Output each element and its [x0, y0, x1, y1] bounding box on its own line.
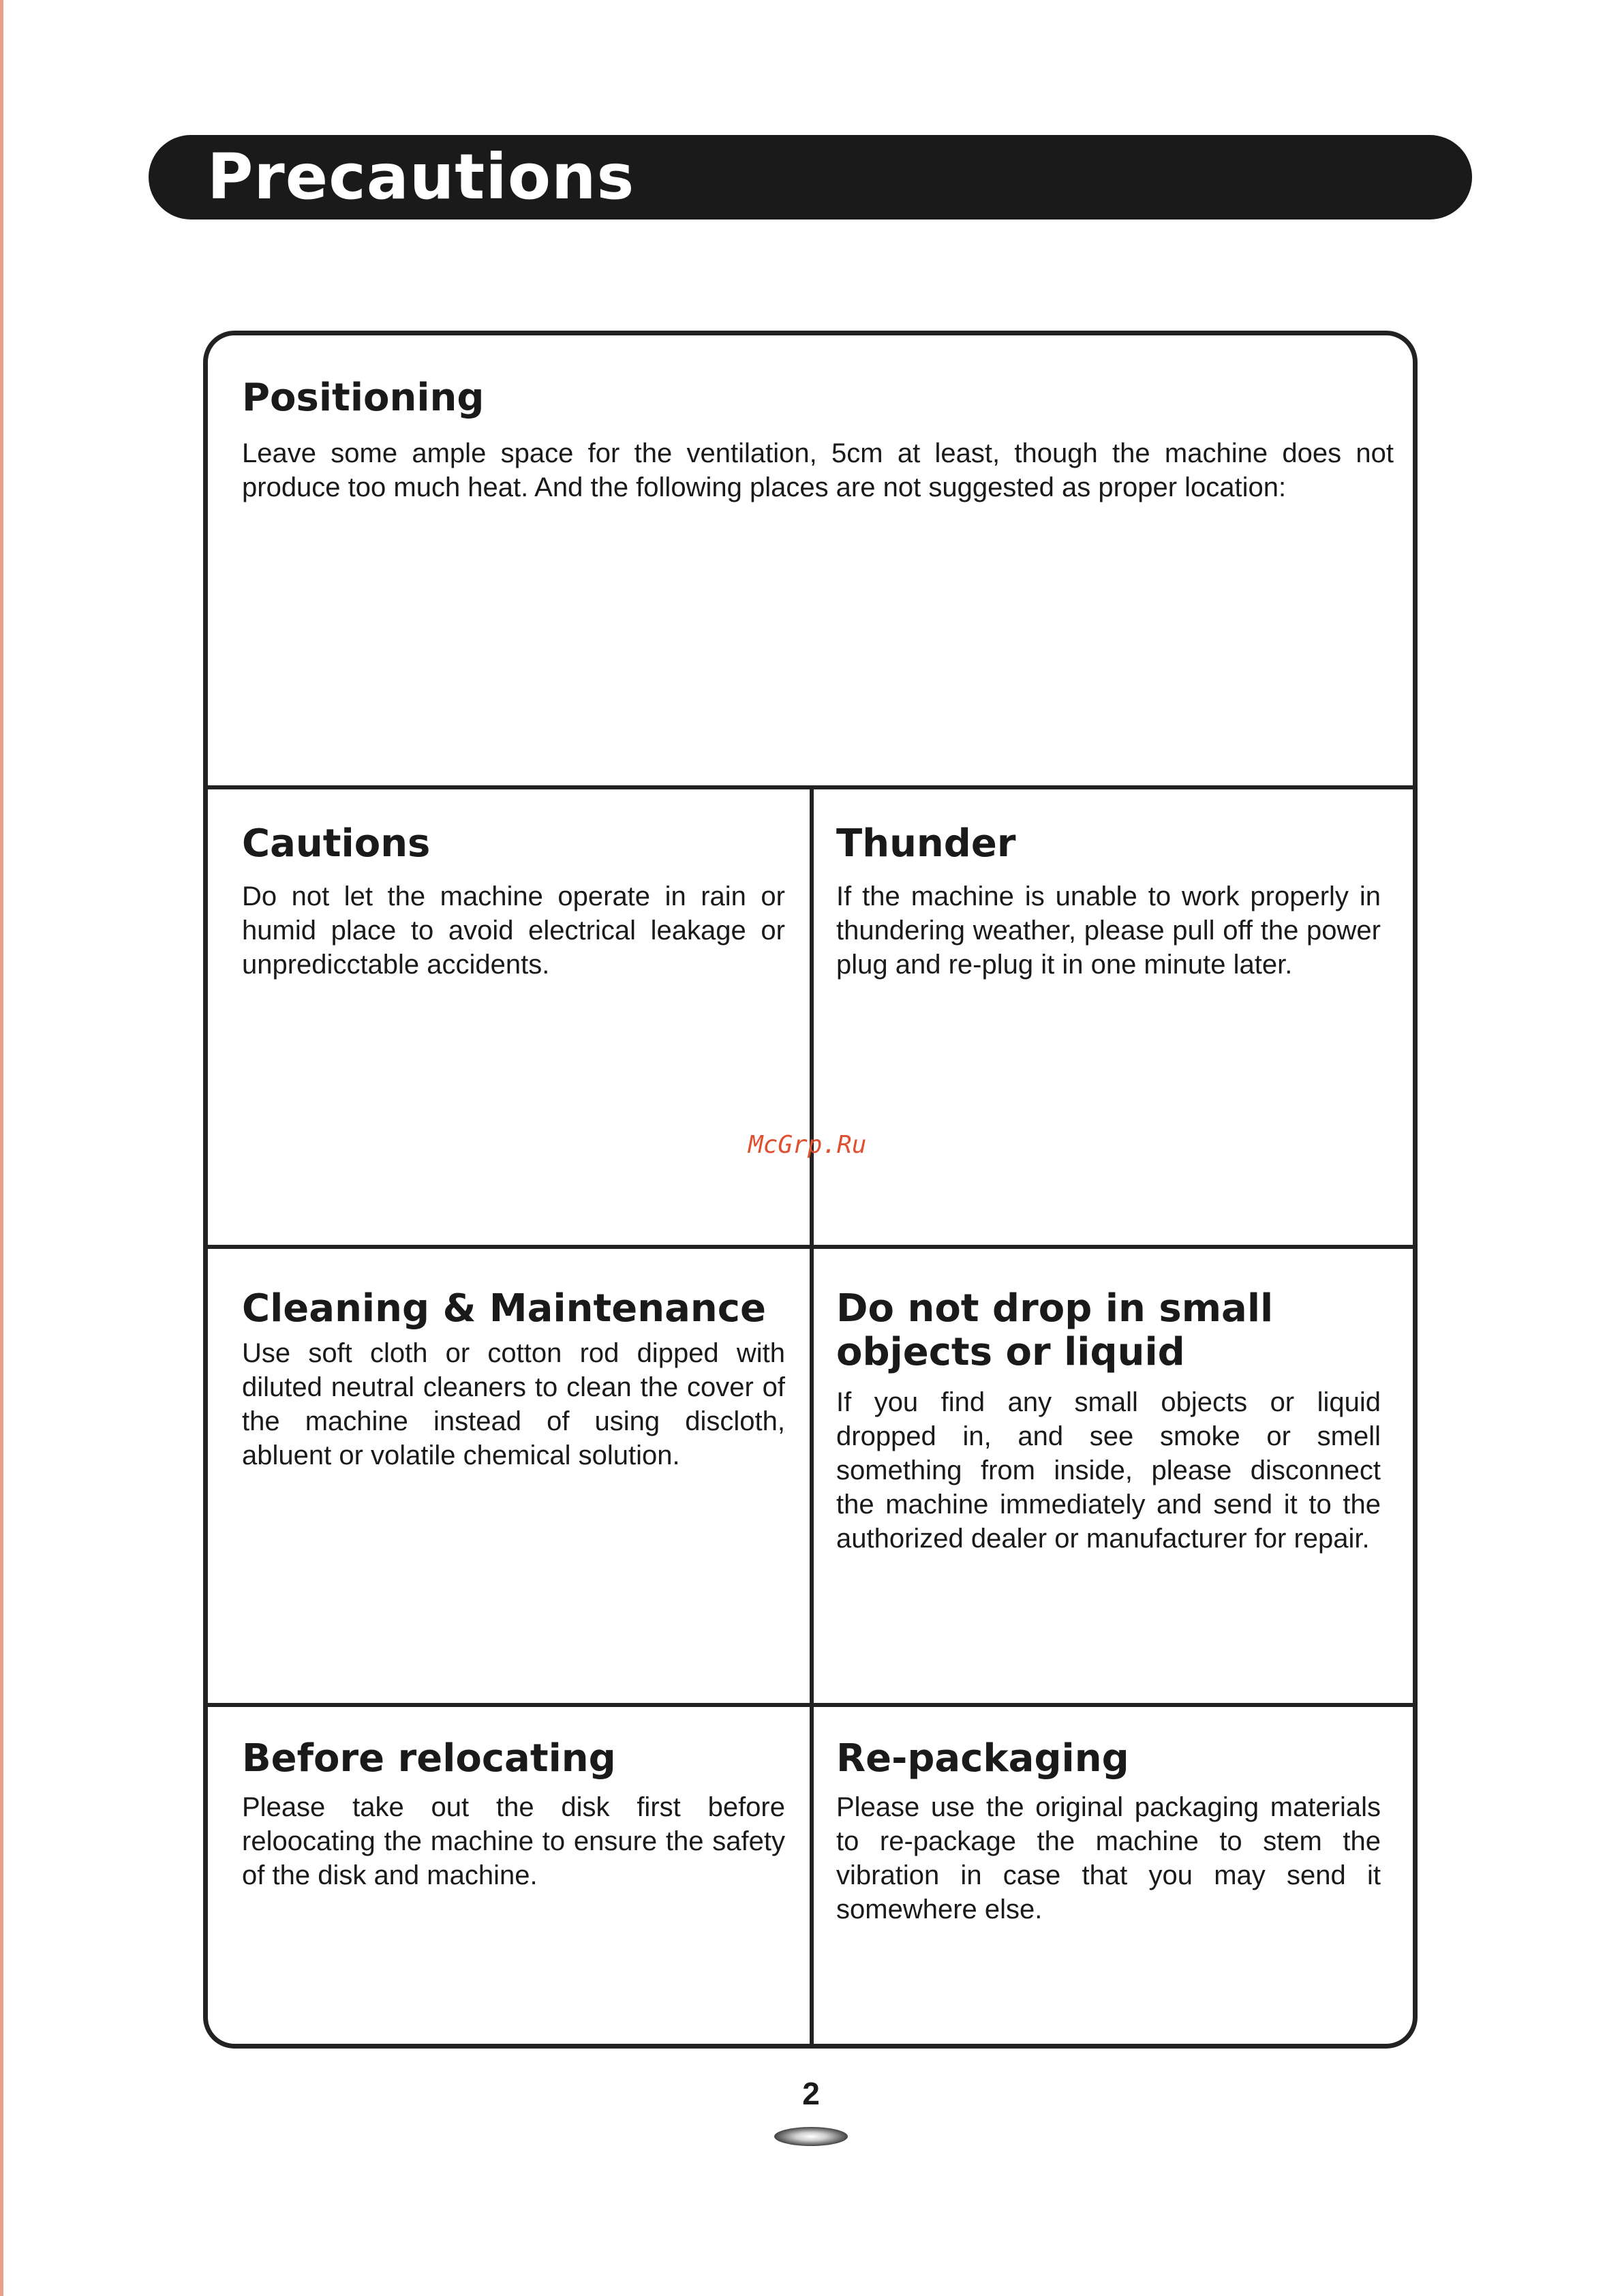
section-body-relocating: Please take out the disk first before reloocating the machine to ensure the safety of the disk and machine. [242, 1792, 785, 1890]
section-thunder [836, 822, 1381, 982]
watermark-text: McGrp.Ru [748, 1131, 867, 1159]
page-edge-stripe [0, 0, 3, 2296]
section-title-relocating: Before relocating [242, 1736, 616, 1781]
section-title-thunder: Thunder [836, 821, 1016, 866]
section-body-positioning: Leave some ample space for the ventilation, 5cm at least, though the machine does not produce too much heat. And the following places are not suggested as proper location: [242, 438, 1394, 502]
section-cleaning [242, 1287, 785, 1472]
section-positioning [242, 376, 1394, 504]
section-relocating [242, 1737, 785, 1892]
section-body-cleaning: Use soft cloth or cotton rod dipped with diluted neutral cleaners to clean the cover of the machine instead of using discloth, abluent or volatile chemical solution. [242, 1338, 785, 1470]
section-body-cautions: Do not let the machine operate in rain or humid place to avoid electrical leakage or unpredicctable accidents. [242, 881, 785, 980]
section-body-repackaging: Please use the original packaging materials to re-package the machine to stem the vibration in case that you may send it somewhere else. [836, 1792, 1381, 1924]
title-banner [149, 135, 1472, 220]
section-body-thunder: If the machine is unable to work properly in thundering weather, please pull off the power plug and re-plug it in one minute later. [836, 881, 1381, 980]
section-cautions [242, 822, 785, 982]
section-title-drop: Do not drop in small objects or liquid [836, 1286, 1274, 1374]
page-title: Precautions [207, 140, 635, 213]
section-title-cleaning: Cleaning & Maintenance [242, 1286, 766, 1331]
divider-column [810, 787, 814, 2049]
page-number: 2 [802, 2076, 820, 2111]
section-title-repackaging: Re-packaging [836, 1736, 1129, 1781]
section-title-cautions: Cautions [242, 821, 431, 866]
section-drop [836, 1287, 1381, 1556]
section-body-drop: If you find any small objects or liquid dropped in, and see smoke or smell something from inside, please disconnect the machine immediately and send it to the authorized dealer or manufacturer for repair. [836, 1387, 1381, 1554]
page-oval-ornament [774, 2127, 848, 2146]
section-title-positioning: Positioning [242, 376, 485, 420]
section-repackaging [836, 1737, 1381, 1927]
